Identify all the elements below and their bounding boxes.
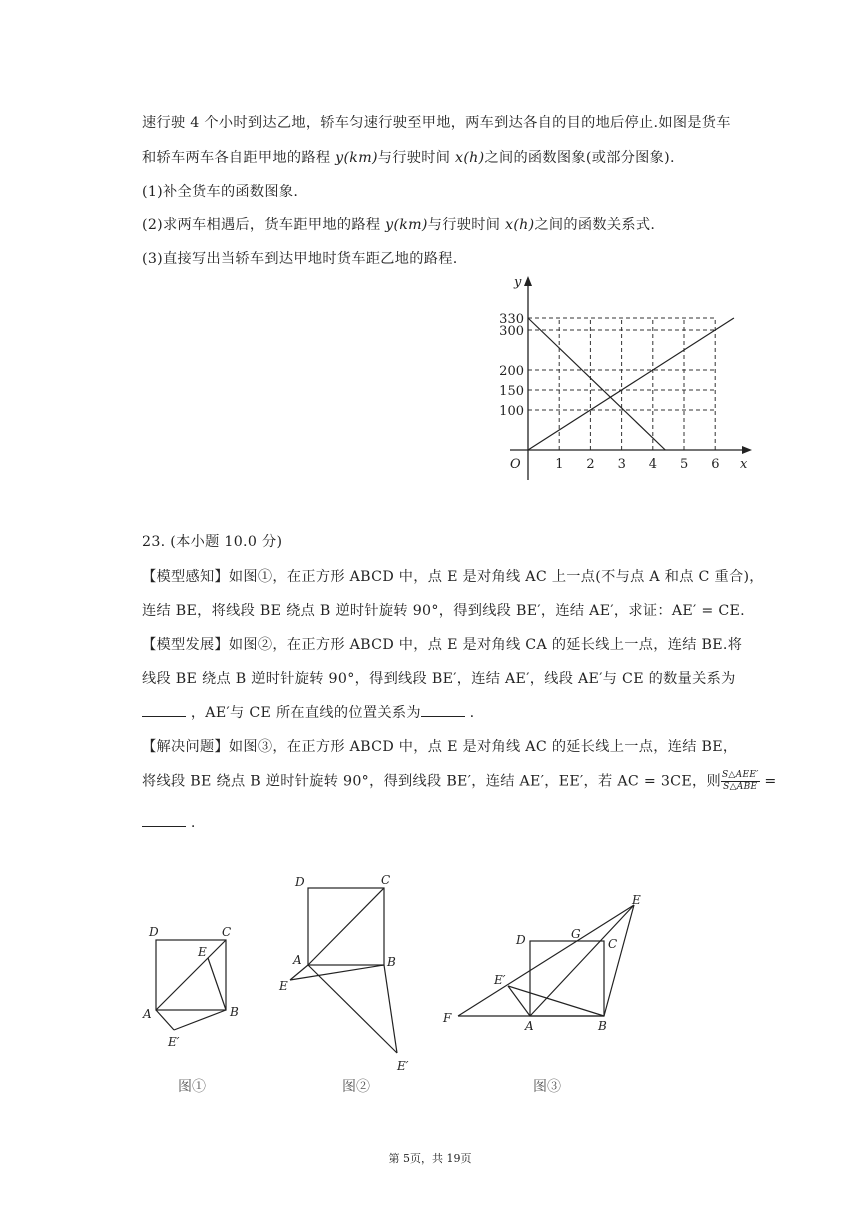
- q22-sub2-var-x: x(h): [505, 217, 535, 233]
- fig1-label-a: A: [143, 1007, 152, 1021]
- q23-para5: [142, 702, 474, 722]
- fig3-label-b: B: [598, 1019, 607, 1033]
- fig1-segment-be: [208, 958, 226, 1010]
- fig3-label-e: E: [632, 893, 641, 907]
- fig1-diagonal-ac: [156, 940, 226, 1010]
- q22-line2-text2: 与行驶时间: [377, 150, 456, 166]
- y-tick-label-330: 330: [499, 312, 524, 327]
- fig3-label-ep: E′: [494, 973, 506, 987]
- fig3-segment-aep: [508, 986, 530, 1016]
- y-tick-label-300: 300: [499, 324, 524, 339]
- y-axis-label: y: [514, 275, 522, 290]
- q22-sub2: [142, 214, 655, 234]
- answer-blank-1[interactable]: [142, 704, 186, 717]
- fig2-label-a: A: [293, 953, 302, 967]
- y-axis-arrow: [524, 276, 532, 286]
- fig2-segment-bep: [384, 965, 397, 1053]
- q23-para2: 连结 BE，将线段 BE 绕点 B 逆时针旋转 90°，得到线段 BE′，连结 AE′，求证：AE′ = CE.: [142, 603, 745, 619]
- fig1-label-c: C: [222, 925, 232, 939]
- fig2-diagonal-ca: [308, 888, 384, 965]
- fig2-segment-aep: [308, 965, 397, 1053]
- q23-para5-text: ，AE′与 CE 所在直线的位置关系为: [190, 705, 421, 721]
- fraction-numerator: S△AEE′: [721, 770, 759, 780]
- q22-sub2-text2: 与行驶时间: [427, 217, 506, 233]
- x-tick-label-1: 1: [555, 457, 564, 472]
- y-tick-label-100: 100: [499, 404, 524, 419]
- fraction-denominator: S△ABE: [723, 782, 758, 792]
- q22-line2-text: 和轿车两车各自距甲地的路程: [142, 150, 336, 166]
- fig1-segment-bep: [174, 1010, 226, 1030]
- figure-1: [140, 918, 250, 1058]
- q22-line2-text3: 之间的函数图象(或部分图象).: [484, 150, 675, 166]
- q23-para8: [142, 814, 196, 831]
- fig3-label-d: D: [516, 933, 526, 947]
- fig1-label-e: E: [198, 945, 207, 959]
- fig2-label-ep: E′: [397, 1059, 409, 1073]
- fig3-segment-bep: [508, 986, 604, 1016]
- q23-para4: 线段 BE 绕点 B 逆时针旋转 90°，得到线段 BE′，连结 AE′，线段 AE′与 CE 的数量关系为: [142, 671, 736, 687]
- x-tick-label-2: 2: [586, 457, 595, 472]
- origin-label: O: [510, 457, 521, 472]
- fig2-caption: 图②: [342, 1079, 370, 1095]
- fig2-label-c: C: [381, 873, 391, 887]
- q23-para3: 【模型发展】如图②，在正方形 ABCD 中，点 E 是对角线 CA 的延长线上一点，连结 BE.将: [142, 637, 743, 653]
- x-tick-label-3: 3: [617, 457, 626, 472]
- page-footer: 第 5页，共 19页: [388, 1152, 472, 1165]
- q22-sub3: (3)直接写出当轿车到达甲地时货车距乙地的路程.: [142, 251, 458, 267]
- q23-para5-period: .: [469, 705, 475, 721]
- answer-blank-3[interactable]: [142, 814, 186, 827]
- q22-var-y: y(km): [335, 150, 378, 166]
- q23-para6: 【解决问题】如图③，在正方形 ABCD 中，点 E 是对角线 AC 的延长线上一点，连结 BE，: [142, 739, 738, 755]
- x-tick-label-5: 5: [680, 457, 689, 472]
- fig1-segment-aep: [156, 1010, 174, 1030]
- q22-sub1: (1)补全货车的函数图象.: [142, 184, 299, 200]
- fig3-label-g: G: [571, 927, 581, 941]
- answer-blank-2[interactable]: [421, 704, 465, 717]
- area-ratio-fraction: [721, 770, 760, 793]
- q22-sub2-text: (2)求两车相遇后，货车距甲地的路程: [142, 217, 386, 233]
- x-axis-label: x: [740, 457, 748, 472]
- fig1-label-d: D: [149, 925, 159, 939]
- q22-var-x: x(h): [455, 150, 485, 166]
- q23-para1: 【模型感知】如图①，在正方形 ABCD 中，点 E 是对角线 AC 上一点(不与点 A 和点 C 重合)，: [142, 569, 764, 585]
- fig1-label-ep: E′: [168, 1035, 180, 1049]
- q23-header: 23. (本小题 10.0 分): [142, 534, 283, 550]
- y-tick-label-150: 150: [499, 384, 524, 399]
- fig2-label-b: B: [387, 955, 396, 969]
- x-axis-arrow: [742, 446, 752, 454]
- fig3-label-f: F: [443, 1011, 452, 1025]
- y-tick-label-200: 200: [499, 364, 524, 379]
- fig1-label-b: B: [230, 1005, 239, 1019]
- figure-2: [275, 868, 425, 1078]
- fig2-segment-eb: [290, 965, 384, 980]
- x-tick-label-6: 6: [711, 457, 720, 472]
- fig3-label-c: C: [608, 937, 618, 951]
- q22-sub2-var-y: y(km): [385, 217, 428, 233]
- q23-para7: [142, 770, 777, 793]
- q22-sub2-text3: 之间的函数关系式.: [534, 217, 656, 233]
- q22-line2: [142, 147, 675, 167]
- distance-time-chart: [490, 270, 760, 490]
- q23-para7-text: 将线段 BE 绕点 B 逆时针旋转 90°，得到线段 BE′，连结 AE′，EE′，若 AC = 3CE，则: [142, 773, 721, 790]
- fig1-caption: 图①: [178, 1079, 206, 1095]
- fig3-label-a: A: [525, 1019, 534, 1033]
- fig2-label-e: E: [279, 979, 288, 993]
- series-line-2: [528, 318, 665, 450]
- fig2-label-d: D: [295, 875, 305, 889]
- q22-line1: 速行驶 4 个小时到达乙地，轿车匀速行驶至甲地，两车到达各自的目的地后停止.如图是货车: [142, 115, 731, 131]
- equals-sign: =: [764, 773, 777, 790]
- q23-para8-period: .: [190, 815, 196, 831]
- figure-3: [438, 890, 658, 1050]
- fig3-caption: 图③: [533, 1079, 561, 1095]
- x-tick-label-4: 4: [648, 457, 658, 472]
